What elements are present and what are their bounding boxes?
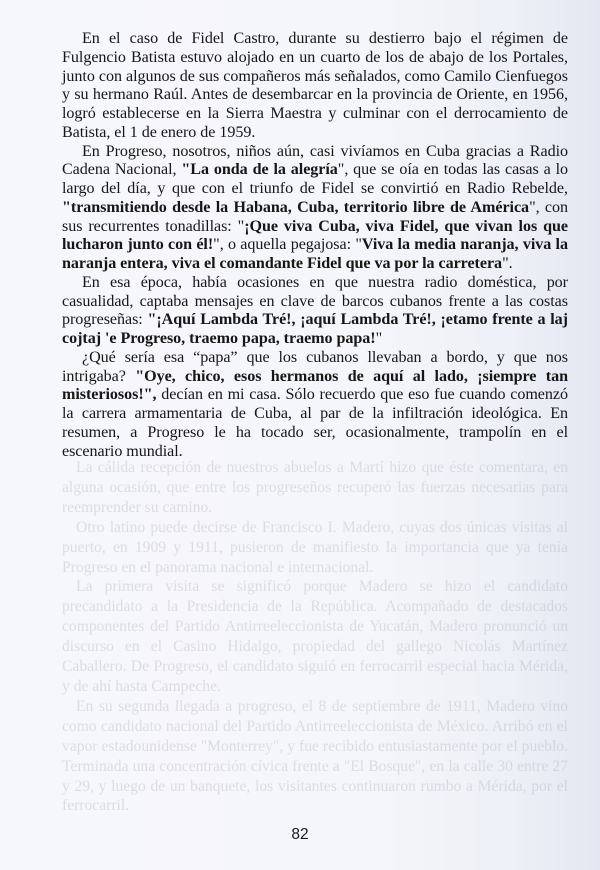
text-run: En esa época, había ocasiones en que nuestra radio doméstica, por casualidad, captaba mensajes en clave de barcos cubanos frente a las costas progreseñas: — [62, 273, 568, 329]
bold-quote: "transmitiendo desde la Habana, Cuba, territorio libre de América — [62, 198, 530, 216]
text-run: " — [375, 330, 383, 347]
text-run: En Progreso, nosotros, niños aún, casi vivíamos en Cuba gracias a Radio Cadena Nacional, — [62, 142, 568, 179]
text-run: ¿Qué sería esa “papa” que los cubanos llevaban a bordo, y que nos intrigaba? — [62, 348, 568, 385]
paragraph-radio-cadena — [62, 143, 568, 274]
text-run: ", que se oía en todas las casas a lo largo del día, y que con el triunfo de Fidel se convirtió en Radio Rebelde, — [62, 161, 568, 197]
text-run: decían en mi casa. Sólo recuerdo que eso fue cuando comenzó la carrera armamentaria de Cuba, al par de la infiltración ideológica. En resumen, a Progreso le ha tocado ser, ocasionalmente, trampolín en el escenario mundial. — [62, 386, 568, 460]
paragraph-fidel-castro — [62, 30, 568, 143]
body-text — [62, 30, 568, 461]
paragraph-papa-question — [62, 349, 568, 462]
text-run: ", con sus recurrentes tonadillas: " — [62, 198, 568, 235]
bold-quote: "La onda de la alegría — [181, 161, 338, 179]
bold-quote: Viva la media naranja, viva la naranja entera, viva el comandante Fidel que va por la carretera — [62, 236, 568, 272]
show-through-text — [62, 458, 568, 816]
paragraph-radio-messages — [62, 274, 568, 349]
text-run: En el caso de Fidel Castro, durante su destierro bajo el régimen de Fulgencio Batista estuvo alojado en un cuarto de los de abajo de los Portales, junto con algunos de sus compañeros más señalados, como Camilo Cienfuegos y su hermano Raúl. Antes de desembarcar en la provincia de Oriente, en 1956, logró establecerse en la Sierra Maestra y culminar con el derrocamiento de Batista, el 1 de enero de 1959. — [62, 30, 568, 141]
show-through-paragraph: En su segunda llegada a progreso, el 8 de septiembre de 1911, Madero vino como candidato nacional del Partido Antirreeleccionista de México. Arribó en el vapor estadounidense "Monterrey", y fue recibido entusiastamente por el pueblo. Terminada una concentración cívica frente a "El Bosque", en la calle 30 entre 27 y 29, y luego de un banquete, los visitantes continuaron rumbo a Mérida, por el ferrocarril. — [62, 697, 568, 815]
page-number: 82 — [291, 826, 309, 843]
text-run: ", o aquella pegajosa: " — [213, 236, 362, 254]
show-through-paragraph: La cálida recepción de nuestros abuelos a Martí hizo que éste comentara, en alguna ocasión, que entre los progreseños recuperó las fuerzas necesarias para reemprender su camino. — [62, 459, 568, 516]
show-through-paragraph: La primera visita se significó porque Madero se hizo el candidato precandidato a la Presidencia de la República. Acompañado de destacados componentes del Partido Antirreeleccionista de Yucatán, Madero pronunció un discurso en el Casino Hidalgo, propiedad del gallego Nicolás Martínez Caballero. De Progreso, el candidato siguió en ferrocarril especial hacia Mérida, y de ahí hasta Campeche. — [62, 578, 568, 695]
text-run: ". — [502, 255, 513, 272]
bold-quote: "Oye, chico, esos hermanos de aquí al lado, ¡siempre tan misteriosos!", — [62, 367, 568, 404]
bold-quote: "¡Aquí Lambda Tré!, ¡aquí Lambda Tré!, ¡etamo frente a laj cojtaj 'e Progreso, traemo papa, traemo papa! — [62, 311, 568, 347]
bold-quote: ¡Que viva Cuba, viva Fidel, que vivan los que lucharon junto con él! — [62, 217, 568, 254]
show-through-paragraph: Otro latino puede decirse de Francisco I. Madero, cuyas dos únicas visitas al puerto, en 1909 y 1911, pusieron de manifiesto la importancia que ya tenía Progreso en el panorama nacional e internacional. — [62, 518, 568, 576]
